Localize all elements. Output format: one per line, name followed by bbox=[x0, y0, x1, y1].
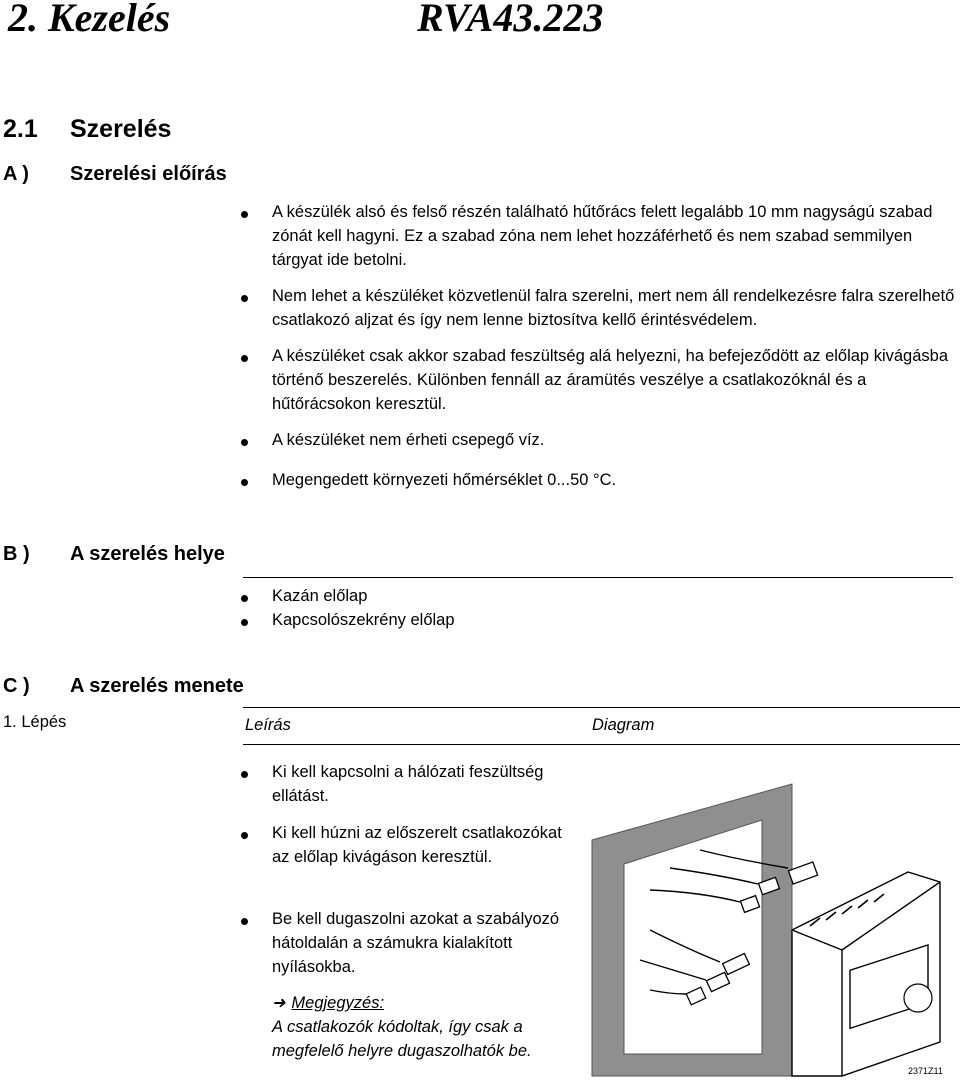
divider-line bbox=[243, 577, 953, 578]
list-item: Ki kell húzni az előszerelt csatlakozókat az előlap kivágáson keresztül. bbox=[272, 824, 562, 866]
section-number: 2.1 bbox=[3, 115, 38, 143]
column-header-description: Leírás bbox=[245, 716, 291, 734]
part-b-letter: B ) bbox=[3, 543, 30, 565]
chapter-title: 2. Kezelés bbox=[8, 0, 171, 40]
list-item: Megengedett környezeti hőmérséklet 0...50 °C. bbox=[272, 471, 617, 489]
part-c-title: A szerelés menete bbox=[70, 675, 244, 697]
bullet-icon bbox=[241, 295, 248, 302]
divider-line bbox=[243, 707, 960, 708]
arrow-right-icon: ➜ bbox=[272, 995, 286, 1012]
note-title: Megjegyzés: bbox=[291, 994, 385, 1012]
bullet-icon bbox=[241, 355, 248, 362]
part-b-title: A szerelés helye bbox=[70, 543, 225, 565]
part-a-letter: A ) bbox=[3, 163, 29, 185]
part-c-letter: C ) bbox=[3, 675, 30, 697]
note-text: A csatlakozók kódoltak, így csak a megfelelő helyre dugaszolhatók be. bbox=[272, 1018, 532, 1060]
list-item: A készüléket csak akkor szabad feszültség alá helyezni, ha befejeződött az előlap kivágásba történő beszerelés. Különben fennáll az áramütés veszélye a csatlakozóknál és a hűtőrácsokon keresztül. bbox=[272, 347, 948, 413]
installation-diagram bbox=[580, 780, 960, 1080]
bullet-icon bbox=[241, 832, 248, 839]
list-item: A készülék alsó és felső részén található hűtőrács felett legalább 10 mm nagyságú szabad zónát kell hagyni. Ez a szabad zóna nem lehet hozzáférhető és nem szabad semmilyen tárgyat ide betolni. bbox=[272, 203, 933, 269]
list-item: Kapcsolószekrény előlap bbox=[272, 611, 455, 629]
bullet-icon bbox=[241, 619, 248, 626]
divider-line bbox=[243, 744, 960, 745]
list-item: Nem lehet a készüléket közvetlenül falra szerelni, mert nem áll rendelkezésre falra szerelhető csatlakozó aljzat és így nem lenne biztosítva kellő érintésvédelem. bbox=[272, 287, 955, 329]
list-item: Be kell dugaszolni azokat a szabályozó hátoldalán a számukra kialakított nyílásokba. bbox=[272, 910, 560, 976]
list-item: Ki kell kapcsolni a hálózati feszültség ellátást. bbox=[272, 763, 544, 805]
note bbox=[272, 991, 572, 1016]
bullet-icon bbox=[241, 211, 248, 218]
bullet-icon bbox=[241, 595, 248, 602]
part-a-title: Szerelési előírás bbox=[70, 163, 227, 185]
dial-knob bbox=[904, 984, 932, 1012]
bullet-icon bbox=[241, 771, 248, 778]
section-title: Szerelés bbox=[70, 115, 172, 143]
bullet-icon bbox=[241, 479, 248, 486]
bullet-icon bbox=[241, 439, 248, 446]
figure-code: 2371Z11 bbox=[908, 1066, 943, 1076]
product-code: RVA43.223 bbox=[417, 0, 604, 40]
column-header-diagram: Diagram bbox=[592, 716, 655, 734]
bullet-icon bbox=[241, 918, 248, 925]
list-item: Kazán előlap bbox=[272, 587, 368, 605]
front-panel bbox=[592, 784, 792, 1076]
step-label: 1. Lépés bbox=[3, 713, 67, 731]
list-item: A készüléket nem érheti csepegő víz. bbox=[272, 431, 545, 449]
